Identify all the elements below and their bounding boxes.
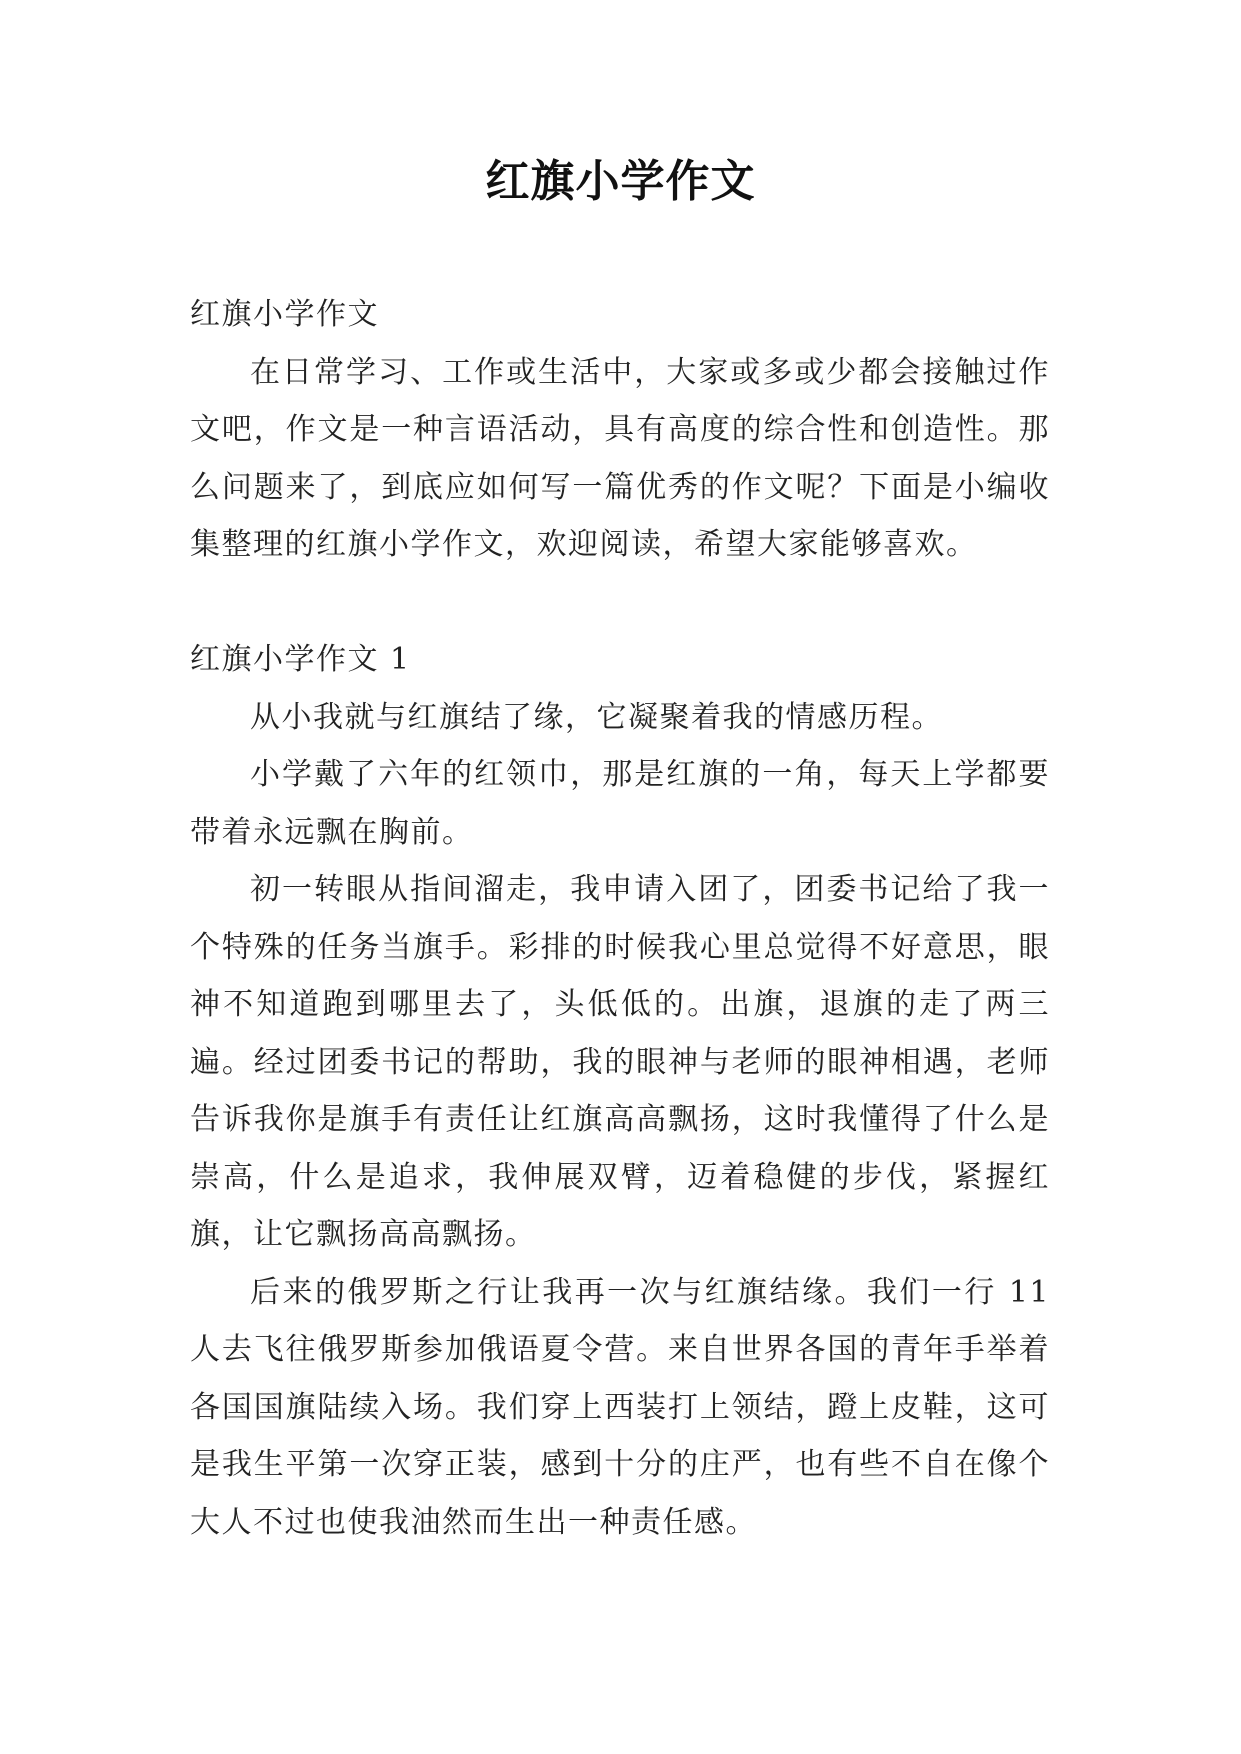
intro-paragraph: 在日常学习、工作或生活中，大家或多或少都会接触过作文吧，作文是一种言语活动，具有高度的综合性和创造性。那么问题来了，到底应如何写一篇优秀的作文呢？下面是小编收集整理的红旗小学作文，欢迎阅读，希望大家能够喜欢。 <box>190 354 1050 562</box>
document-title: 红旗小学作文 <box>485 156 756 207</box>
section-spacer <box>190 574 1050 632</box>
essay-1-paragraph-4: 后来的俄罗斯之行让我再一次与红旗结缘。我们一行 11 人去飞往俄罗斯参加俄语夏令营。来自世界各国的青年手举着各国国旗陆续入场。我们穿上西装打上领结，蹬上皮鞋，这可是我生平第一次穿正装，感到十分的庄严，也有些不自在像个大人不过也使我油然而生出一种责任感。 <box>190 1274 1050 1540</box>
intro-heading: 红旗小学作文 <box>190 297 379 332</box>
essay-1-paragraph-1: 从小我就与红旗结了缘，它凝聚着我的情感历程。 <box>250 699 943 735</box>
document-body <box>190 286 1050 1551</box>
essay-1-paragraph-2: 小学戴了六年的红领巾，那是红旗的一角，每天上学都要带着永远飘在胸前。 <box>190 757 1050 850</box>
essay-1-paragraph-3: 初一转眼从指间溜走，我申请入团了，团委书记给了我一个特殊的任务当旗手。彩排的时候我心里总觉得不好意思，眼神不知道跑到哪里去了，头低低的。出旗，退旗的走了两三遍。经过团委书记的帮助，我的眼神与老师的眼神相遇，老师告诉我你是旗手有责任让红旗高高飘扬，这时我懂得了什么是崇高，什么是追求，我伸展双臂，迈着稳健的步伐，紧握红旗，让它飘扬高高飘扬。 <box>190 872 1050 1252</box>
essay-1-heading: 红旗小学作文 1 <box>190 642 411 677</box>
